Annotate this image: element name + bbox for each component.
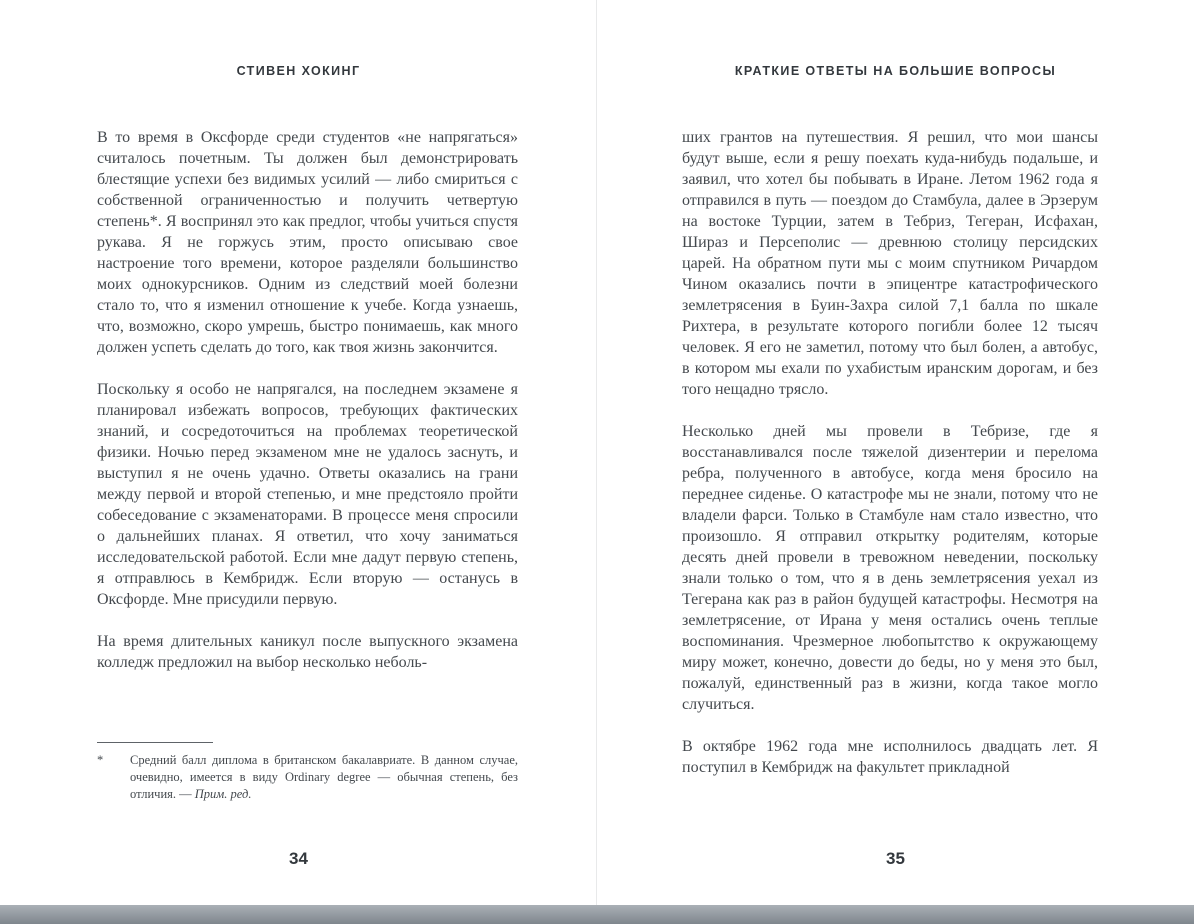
footnote-text-body: Средний балл диплома в британском бакалавриате. В данном случае, очевидно, имеется в виду Ordinary degree — обычная степень, без отличия. — [130, 753, 518, 801]
right-page [597, 0, 1194, 905]
body-paragraph: В то время в Оксфорде среди студентов «не напрягаться» считалось почетным. Ты должен был демонстрировать блестящие успехи без видимых усилий — либо смириться с собственной ограниченностью и получить четвертую степень*. Я воспринял это как предлог, чтобы учиться спустя рукава. Я не горжусь этим, просто описываю свое настроение того времени, которое разделяли большинство моих однокурсников. Одним из следствий моей болезни стало то, что я изменил отношение к учебе. Когда узнаешь, что, возможно, скоро умрешь, быстро понимаешь, как много должен успеть сделать до того, как твоя жизнь закончится. [97, 129, 518, 356]
footnote-divider [97, 742, 213, 743]
body-paragraph: ших грантов на путешествия. Я решил, что мои шансы будут выше, если я решу поехать куда-нибудь подальше, и заявил, что хотел бы побывать в Иране. Летом 1962 года я отправился в путь — поездом до Стамбула, далее в Эрзерум на востоке Турции, затем в Тебриз, Тегеран, Исфахан, Шираз и Персеполис — древнюю столицу персидских царей. На обратном пути мы с моим спутником Ричардом Чином оказались почти в эпицентре катастрофического землетрясения в Буин-Захра силой 7,1 балла по шкале Рихтера, в результате которого погибли более 12 тысяч человек. Я его не заметил, потому что был болен, а автобус, в котором мы ехали по ухабистым иранским дорогам, и без того нещадно трясло. [682, 129, 1098, 398]
right-text-block [682, 127, 1098, 778]
book-bottom-edge [0, 905, 1194, 924]
footnote-marker: * [97, 753, 104, 767]
footnote-block [97, 742, 518, 803]
right-page-number: 35 [886, 849, 905, 868]
footnote-attribution: Прим. ред. [194, 787, 252, 801]
left-running-header: СТИВЕН ХОКИНГ [236, 64, 361, 78]
body-paragraph: Несколько дней мы провели в Тебризе, где я восстанавливался после тяжелой дизентерии и перелома ребра, полученного в автобусе, когда меня бросило на переднее сиденье. О катастрофе мы не знали, потому что не владели фарси. Только в Стамбуле нам стало известно, что произошло. Я отправил открытку родителям, которые десять дней провели в тревожном неведении, поскольку знали только о том, что я в день землетрясения уехал из Тегерана как раз в район будущей катастрофы. Несмотря на землетрясение, от Ирана у меня остались очень теплые воспоминания. Чрезмерное любопытство к окружающему миру может, конечно, довести до беды, но у меня это был, пожалуй, единственный раз в жизни, когда такое могло случиться. [682, 423, 1098, 713]
left-page-number: 34 [289, 849, 308, 868]
footnote [97, 752, 518, 803]
left-page [0, 0, 597, 905]
footnote-text [130, 752, 518, 803]
right-running-header: КРАТКИЕ ОТВЕТЫ НА БОЛЬШИЕ ВОПРОСЫ [734, 64, 1057, 78]
body-paragraph: На время длительных каникул после выпускного экзамена колледж предложил на выбор несколько неболь- [97, 633, 518, 671]
body-paragraph: Поскольку я особо не напрягался, на последнем экзамене я планировал избежать вопросов, требующих фактических знаний, и сосредоточиться на проблемах теоретической физики. Ночью перед экзаменом мне не удалось заснуть, и выступил я не очень удачно. Ответы оказались на грани между первой и второй степенью, и мне предстояло пройти собеседование с экзаменаторами. В процессе меня спросили о дальнейших планах. Я ответил, что хочу заниматься исследовательской работой. Если мне дадут первую степень, я отправлюсь в Кембридж. Если вторую — останусь в Оксфорде. Мне присудили первую. [97, 381, 518, 608]
left-text-block [97, 127, 518, 673]
body-paragraph: В октябре 1962 года мне исполнилось двадцать лет. Я поступил в Кембридж на факультет прикладной [682, 738, 1098, 776]
